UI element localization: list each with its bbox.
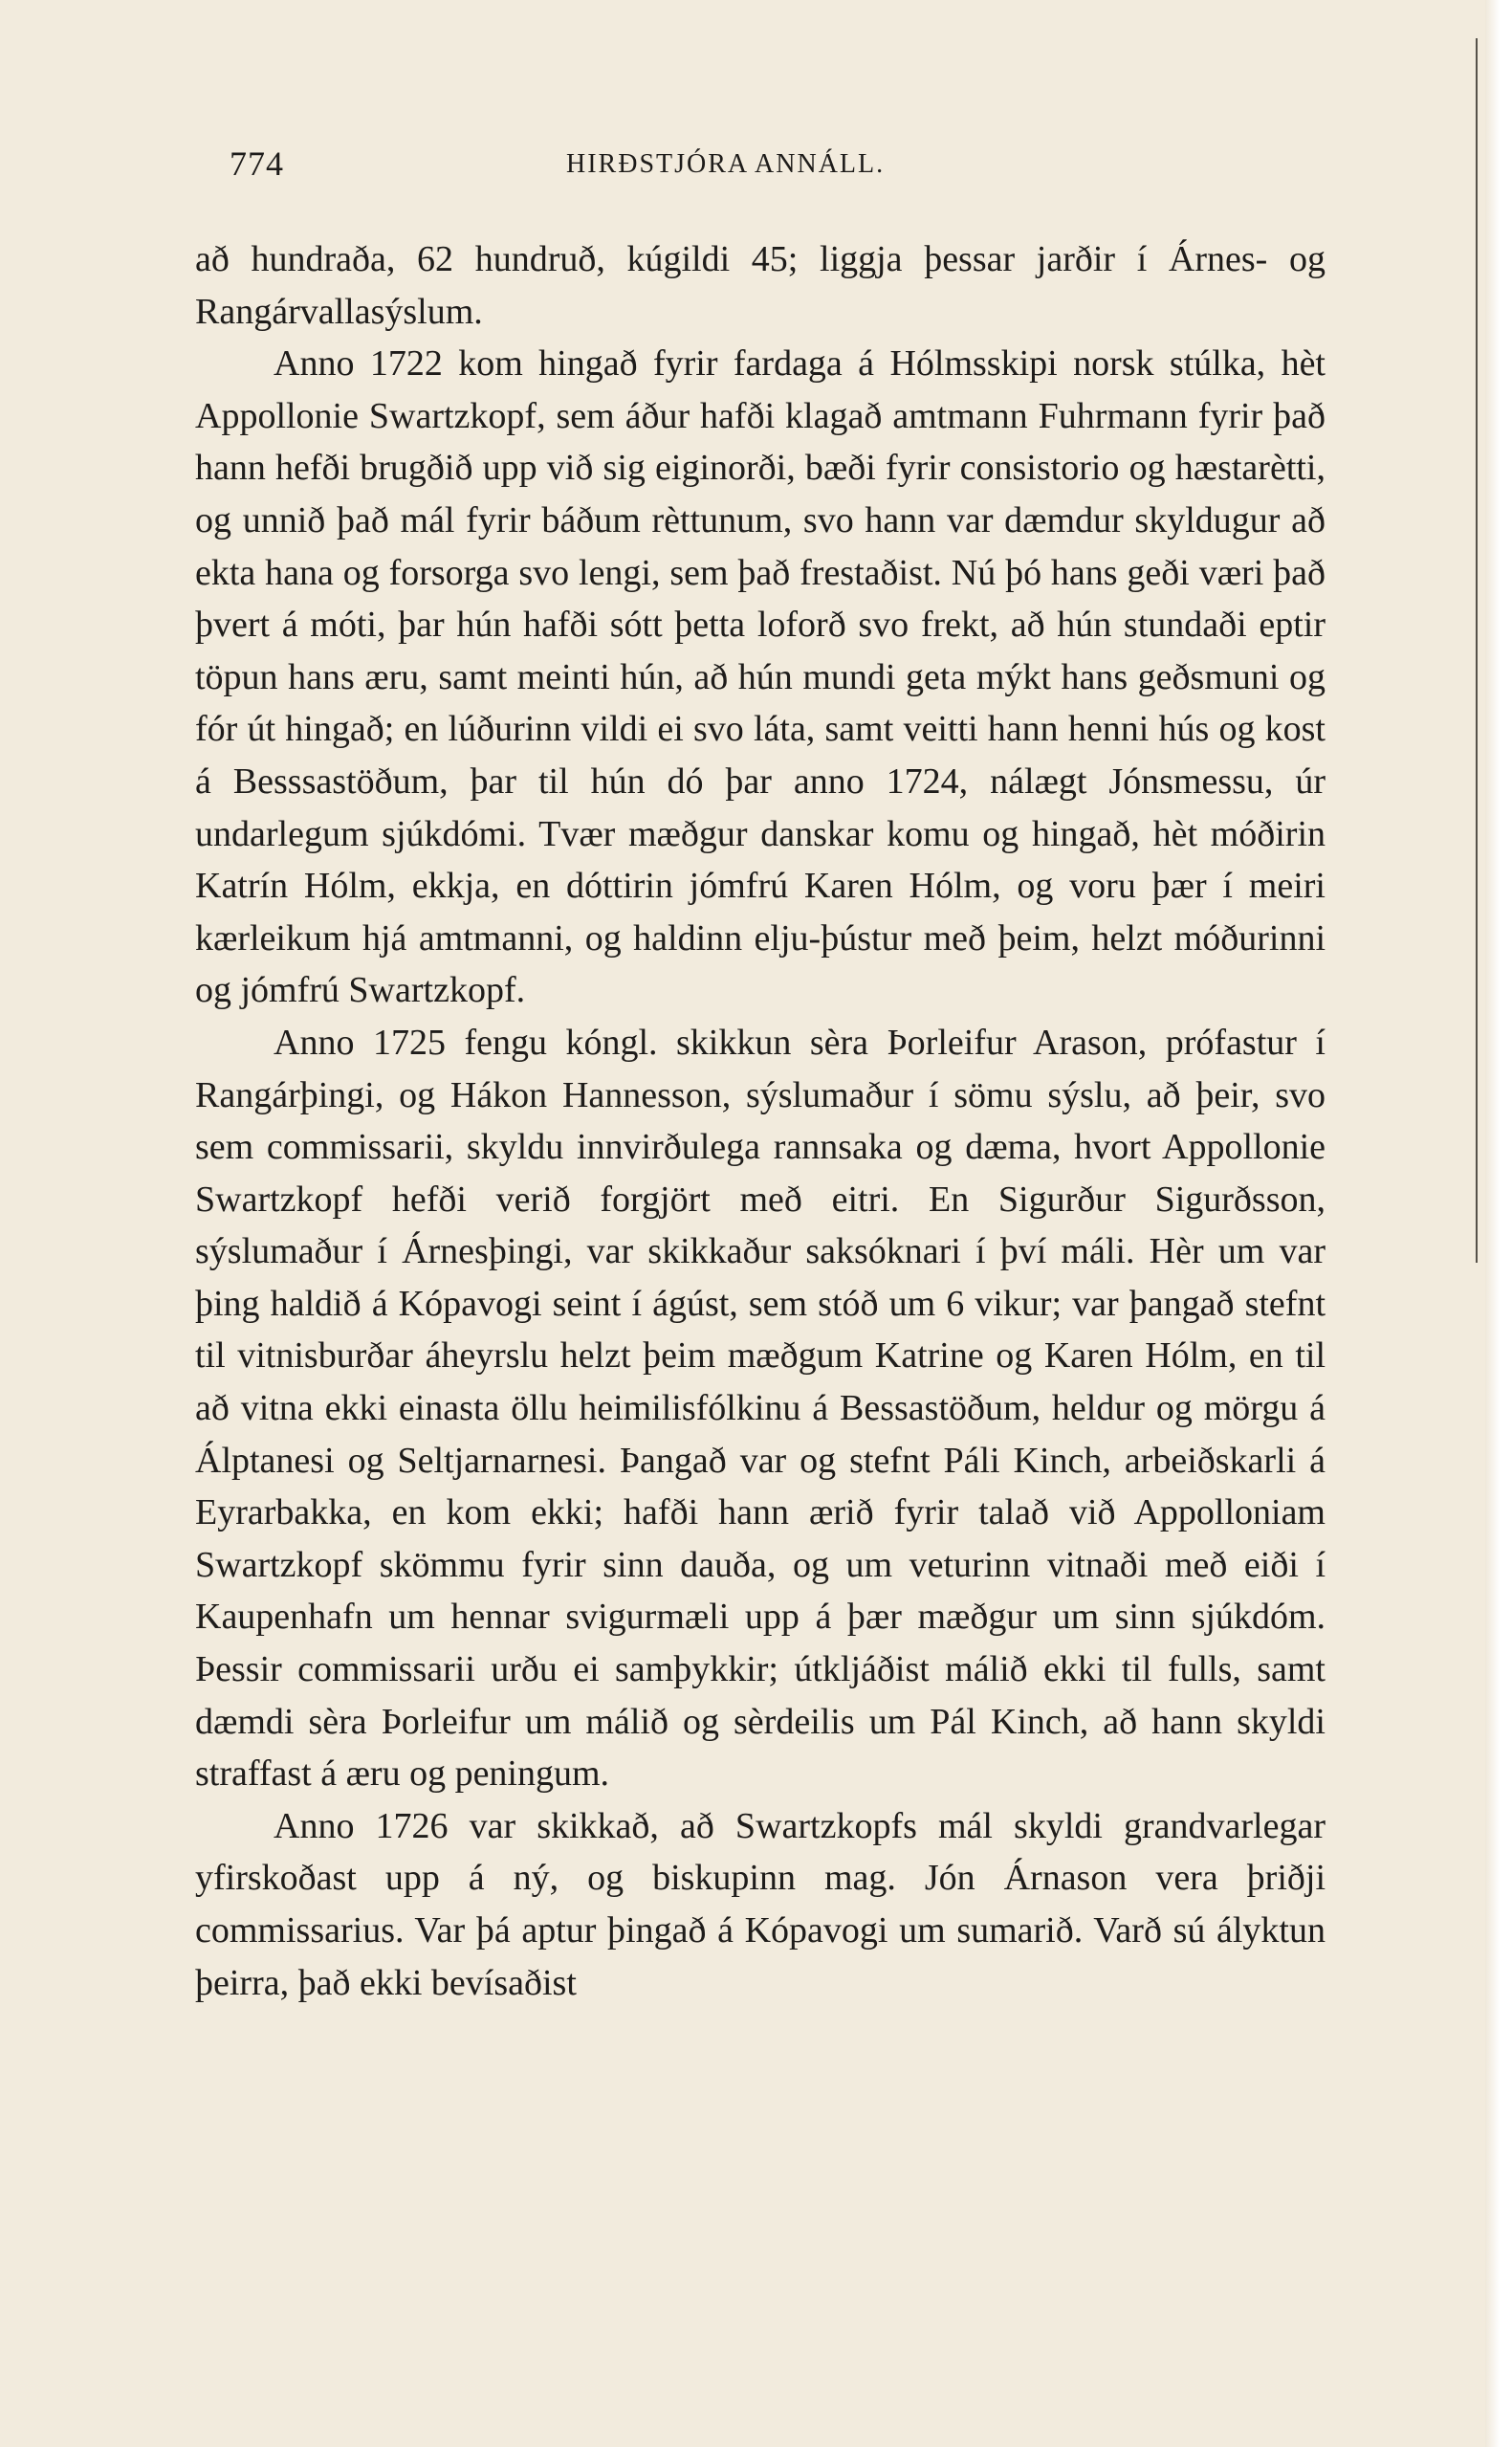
paragraph-anno-1725: Anno 1725 fengu kóngl. skikkun sèra Þorleifur Arason, prófastur í Rangárþingi, og Hákon Hannesson, sýslumaður í sömu sýslu, að þeir, svo sem commissarii, skyldu innvirðulega rannsaka og dæma, hvort Appollonie Swartzkopf hefði verið forgjört með eitri. En Sigurður Sigurðsson, sýslumaður í Árnesþingi, var skikkaður saksóknari í því máli. Hèr um var þing haldið á Kópavogi seint í ágúst, sem stóð um 6 vikur; var þangað stefnt til vitnisburðar áheyrslu helzt þeim mæðgum Katrine og Karen Hólm, en til að vitna ekki einasta öllu heimilisfólkinu á Bessastöðum, heldur og mörgu á Álptanesi og Seltjarnarnesi. Þangað var og stefnt Páli Kinch, arbeiðskarli á Eyrarbakka, en kom ekki; hafði hann ærið fyrir talað við Appolloniam Swartzkopf skömmu fyrir sinn dauða, og um veturinn vitnaði með eiði í Kaupenhafn um hennar svigurmæli upp á þær mæðgur um sinn sjúkdóm. Þessir commissarii urðu ei samþykkir; útkljáðist málið ekki til fulls, samt dæmdi sèra Þorleifur um málið og sèrdeilis um Pál Kinch, að hann skyldi straffast á æru og peningum. [195,1022,1326,1795]
paragraph-continuation: að hundraða, 62 hundruð, kúgildi 45; liggja þessar jarðir í Árnes- og Rangárvallasýslum. [195,239,1326,332]
paragraph-anno-1726: Anno 1726 var skikkað, að Swartzkopfs mál skyldi grandvarlegar yfirskoðast upp á ný, og biskupinn mag. Jón Árnason vera þriðji commissarius. Var þá aptur þingað á Kópavogi um sumarið. Varð sú ályktun þeirra, það ekki bevísaðist [195,1805,1326,2003]
running-head: HIRÐSTJÓRA ANNÁLL. [566,149,886,179]
body-text [195,233,1326,2009]
page-header [230,143,1329,191]
page-number: 774 [230,144,284,183]
page-edge-line [1476,38,1478,1263]
paragraph-anno-1722: Anno 1722 kom hingað fyrir fardaga á Hólmsskipi norsk stúlka, hèt Appollonie Swartzkopf, sem áður hafði klagað amtmann Fuhrmann fyrir það hann hefði brugðið upp við sig eiginorði, bæði fyrir consistorio og hæstarètti, og unnið það mál fyrir báðum rèttunum, svo hann var dæmdur skyldugur að ekta hana og forsorga svo lengi, sem það frestaðist. Nú þó hans geði væri það þvert á móti, þar hún hafði sótt þetta loforð svo frekt, að hún stundaði eptir töpun hans æru, samt meinti hún, að hún mundi geta mýkt hans geðsmuni og fór út hingað; en lúðurinn vildi ei svo láta, samt veitti hann henni hús og kost á Besssastöðum, þar til hún dó þar anno 1724, nálægt Jónsmessu, úr undarlegum sjúkdómi. Tvær mæðgur danskar komu og hingað, hèt móðirin Katrín Hólm, ekkja, en dóttirin jómfrú Karen Hólm, og voru þær í meiri kærleikum hjá amtmanni, og haldinn elju-þústur með þeim, helzt móðurinni og jómfrú Swartzkopf. [195,343,1326,1011]
page-edge [1485,0,1512,2447]
